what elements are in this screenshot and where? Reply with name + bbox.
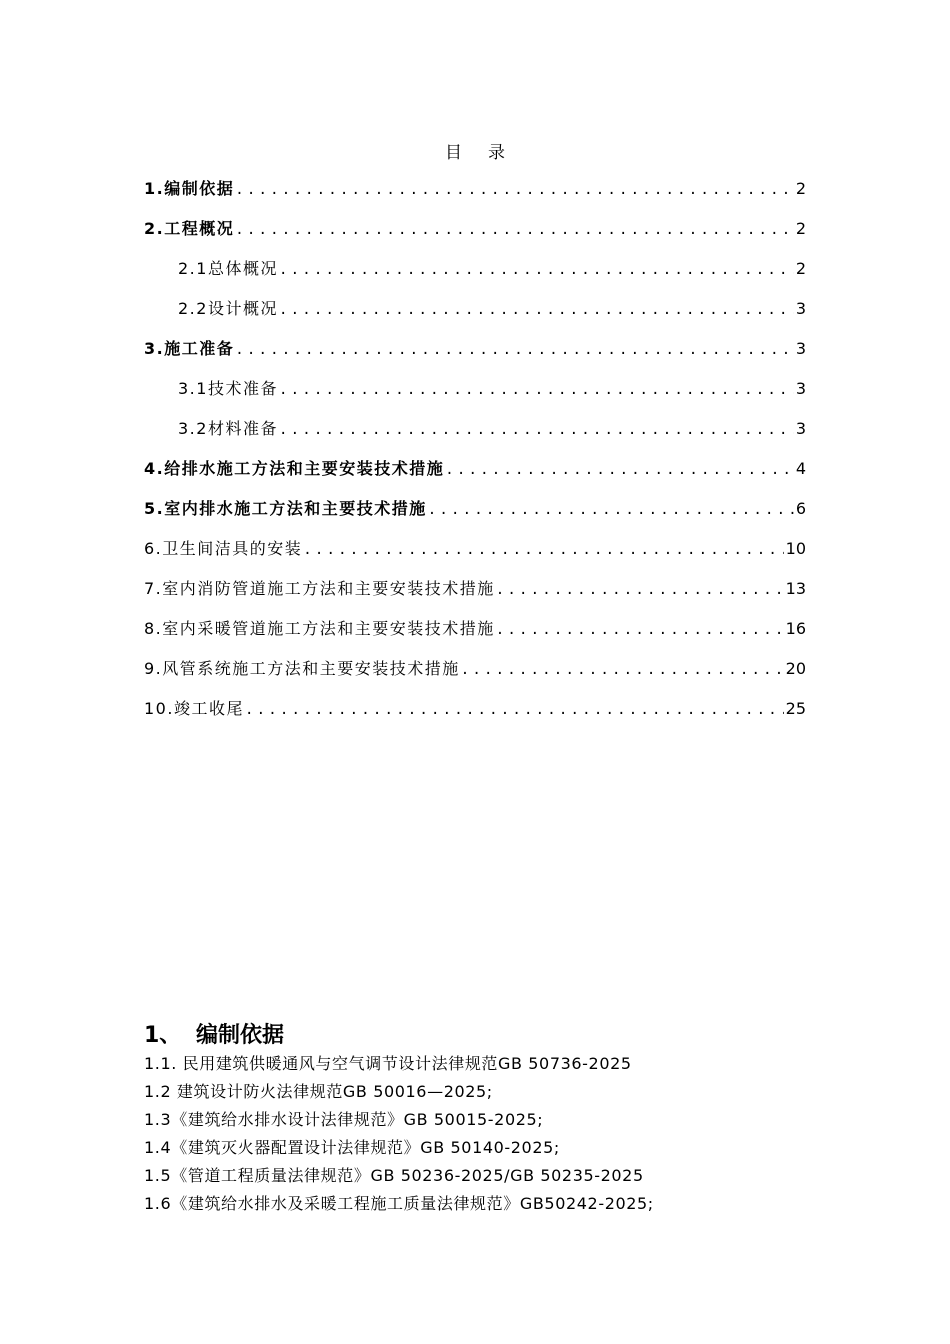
toc-entry-label: 3.1技术准备 [178, 379, 278, 398]
toc-leader-dots [278, 378, 794, 402]
toc-leader-dots [234, 338, 794, 362]
toc-leader-dots [278, 258, 794, 282]
reference-item: 1.6《建筑给水排水及采暖工程施工质量法律规范》GB50242-2025; [144, 1194, 654, 1213]
toc-entry-label: 5.室内排水施工方法和主要技术措施 [144, 499, 427, 518]
toc-leader-dots [444, 458, 794, 482]
toc-entry-label: 1.编制依据 [144, 179, 235, 198]
toc-title-right: 录 [488, 143, 505, 163]
section-heading [144, 1020, 284, 1052]
toc-entry-page: 2 [795, 259, 806, 278]
toc-leader-dots [234, 178, 794, 202]
toc-entry-label: 2.1总体概况 [178, 259, 278, 278]
toc-entry-label: 2.2设计概况 [178, 299, 278, 318]
toc-entry-page: 2 [795, 219, 806, 238]
toc-leader-dots [495, 618, 784, 642]
toc-leader-dots [234, 218, 794, 242]
section-number: 1、 [144, 1023, 182, 1048]
section-title: 编制依据 [196, 1023, 285, 1048]
toc-entry-label: 3.施工准备 [144, 339, 235, 358]
toc-entry-label: 10.竣工收尾 [144, 699, 244, 718]
toc-entry-page: 3 [795, 379, 806, 398]
toc-entry-page: 3 [795, 419, 806, 438]
toc-leader-dots [460, 658, 784, 682]
reference-item: 1.3《建筑给水排水设计法律规范》GB 50015-2025; [144, 1110, 544, 1129]
toc-entry-page: 2 [795, 179, 806, 198]
reference-item: 1.2 建筑设计防火法律规范GB 50016—2025; [144, 1082, 493, 1101]
toc-entry-page: 13 [785, 579, 806, 598]
toc-leader-dots [302, 538, 783, 562]
toc-entry-page: 3 [795, 299, 806, 318]
toc-entry[interactable] [144, 537, 806, 561]
toc-entry[interactable] [144, 177, 806, 201]
toc-leader-dots [278, 418, 794, 442]
toc-entry-page: 25 [785, 699, 806, 718]
toc-entry-page: 6 [795, 499, 806, 518]
toc-title [0, 138, 950, 163]
toc-entry[interactable] [144, 337, 806, 361]
toc-leader-dots [244, 698, 784, 722]
toc-entry-label: 9.风管系统施工方法和主要安装技术措施 [144, 659, 460, 678]
toc-entry-label: 7.室内消防管道施工方法和主要安装技术措施 [144, 579, 495, 598]
toc-entry[interactable] [144, 217, 806, 241]
toc-leader-dots [495, 578, 784, 602]
reference-item: 1.5《管道工程质量法律规范》GB 50236-2025/GB 50235-2025 [144, 1166, 644, 1185]
toc-entry-label: 3.2材料准备 [178, 419, 278, 438]
toc-entry[interactable] [144, 497, 806, 521]
toc-entry-page: 10 [785, 539, 806, 558]
toc-entry-label: 6.卫生间洁具的安装 [144, 539, 303, 558]
reference-item: 1.1. 民用建筑供暖通风与空气调节设计法律规范GB 50736-2025 [144, 1054, 632, 1073]
toc-entry[interactable] [144, 617, 806, 641]
toc-entry[interactable] [178, 377, 806, 401]
toc-leader-dots [278, 298, 794, 322]
toc-entry-page: 20 [785, 659, 806, 678]
toc-entry[interactable] [178, 297, 806, 321]
toc-entry[interactable] [178, 417, 806, 441]
toc-entry[interactable] [144, 657, 806, 681]
toc-entry[interactable] [144, 697, 806, 721]
toc-entry-label: 2.工程概况 [144, 219, 235, 238]
toc-entry-page: 4 [795, 459, 806, 478]
reference-item: 1.4《建筑灭火器配置设计法律规范》GB 50140-2025; [144, 1138, 560, 1157]
toc-entry-page: 3 [795, 339, 806, 358]
toc-entry-label: 8.室内采暖管道施工方法和主要安装技术措施 [144, 619, 495, 638]
reference-list [144, 1050, 824, 1218]
toc-entry-page: 16 [785, 619, 806, 638]
toc-leader-dots [427, 498, 794, 522]
toc-title-left: 目 [445, 143, 462, 163]
toc-entry-label: 4.给排水施工方法和主要安装技术措施 [144, 459, 445, 478]
toc-entry[interactable] [144, 577, 806, 601]
toc-entry[interactable] [144, 457, 806, 481]
toc-entry[interactable] [178, 257, 806, 281]
